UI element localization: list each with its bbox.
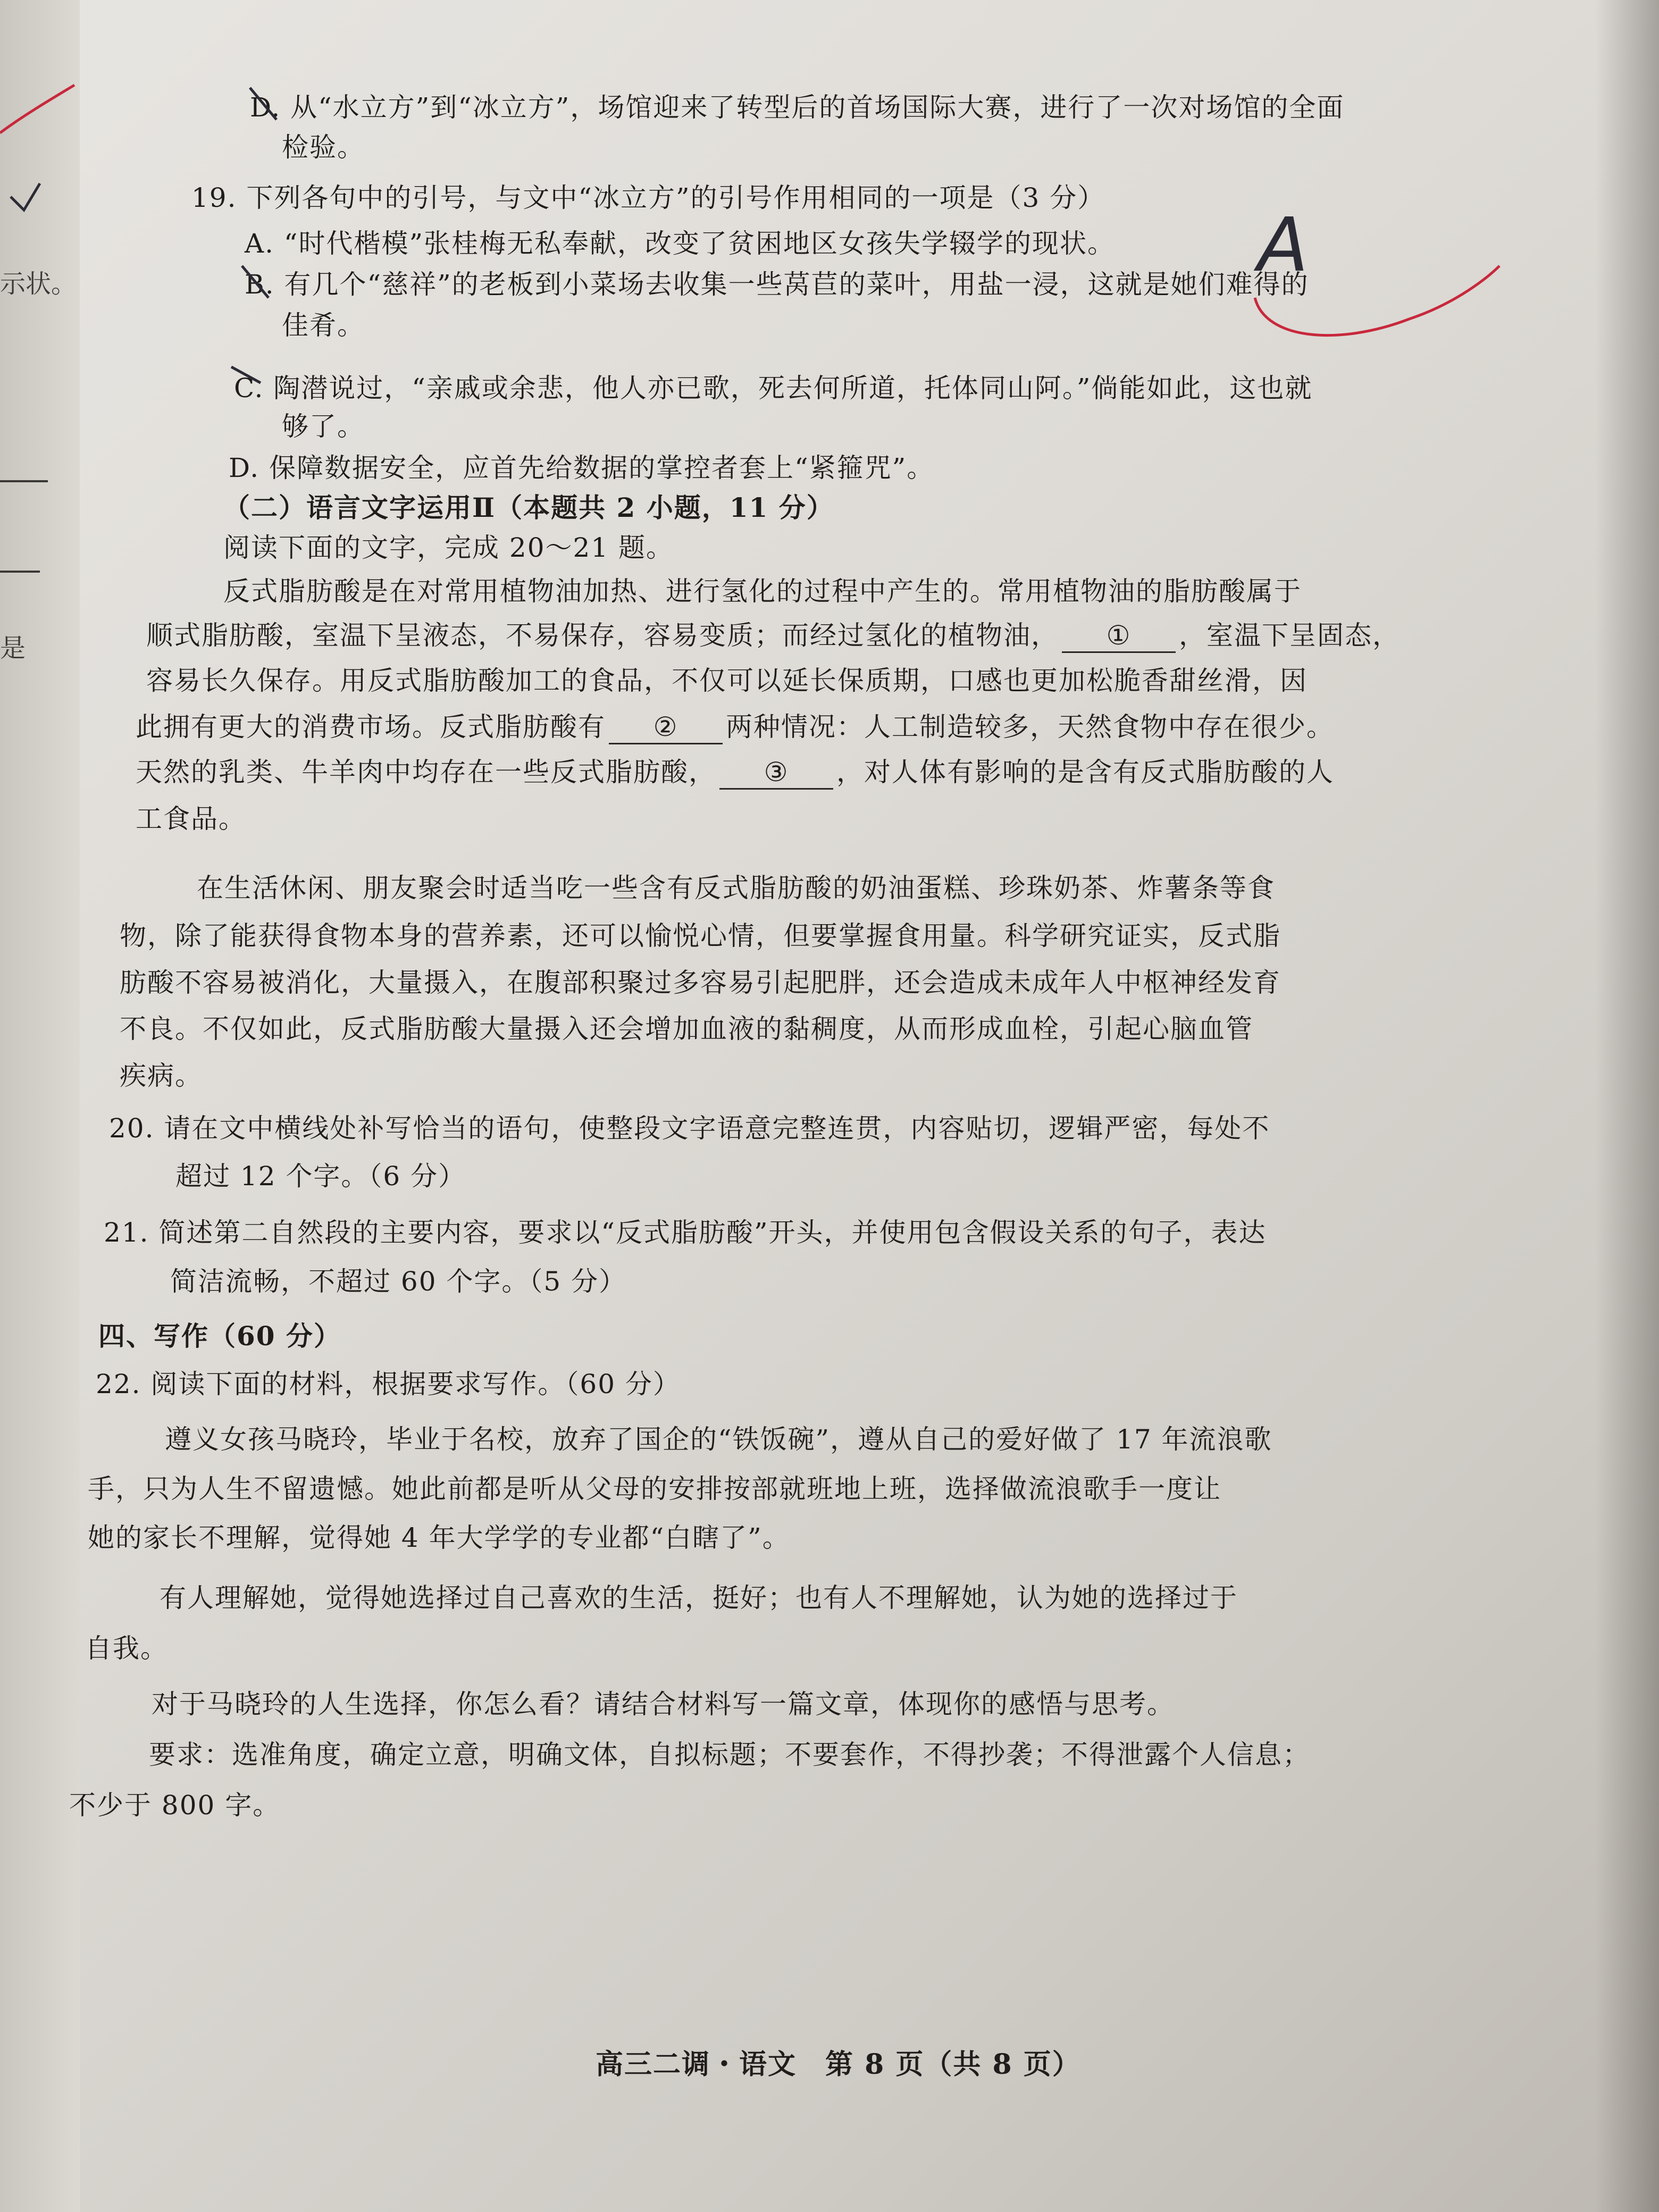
question-19-stem: 19. 下列各句中的引号，与文中“冰立方”的引号作用相同的一项是（3 分） (191, 182, 1105, 213)
question-19-option-b-line2: 佳肴。 (282, 310, 365, 341)
writing-requirements: 要求：选准角度，确定立意，明确文体，自拟标题；不要套作，不得抄袭；不得泄露个人信息； (149, 1739, 1310, 1770)
passage1-line2: 顺式脂肪酸，室温下呈液态，不易保存，容易变质；而经过氢化的植物油， ① ，室温下呈固态， (146, 619, 1400, 653)
margin-fragment-1: 示状。 (0, 269, 77, 299)
question-19-option-b-line1: B. 有几个“慈祥”的老板到小菜场去收集一些莴苣的菜叶，用盐一浸，这就是她们难得的 (245, 269, 1309, 300)
question-19-option-a: A. “时代楷模”张桂梅无私奉献，改变了贫困地区女孩失学辍学的现状。 (245, 228, 1116, 259)
question-21-line2: 简洁流畅，不超过 60 个字。（5 分） (170, 1266, 627, 1297)
material-line2: 手，只为人生不留遗憾。她此前都是听从父母的安排按部就班地上班，选择做流浪歌手一度让 (88, 1473, 1221, 1504)
handwritten-answer-mark: A (1258, 202, 1309, 289)
margin-fragment-2: 是 (0, 633, 26, 663)
blank-1[interactable]: ① (1062, 619, 1176, 653)
passage2-line3: 肪酸不容易被消化，大量摄入，在腹部积聚过多容易引起肥胖，还会造成未成年人中枢神经发育 (120, 967, 1281, 998)
passage2-line1: 在生活休闲、朋友聚会时适当吃一些含有反式脂肪酸的奶油蛋糕、珍珠奶茶、炸薯条等食 (197, 873, 1275, 903)
question-22-stem: 22. 阅读下面的材料，根据要求写作。（60 分） (96, 1369, 681, 1400)
blank-3[interactable]: ③ (719, 756, 833, 790)
q18-option-d-line1: D. 从“水立方”到“冰立方”，场馆迎来了转型后的首场国际大赛，进行了一次对场馆的全面 (250, 92, 1345, 123)
question-19-option-c-line2: 够了。 (282, 411, 365, 442)
question-19-option-d: D. 保障数据安全，应首先给数据的掌控者套上“紧箍咒”。 (229, 453, 935, 483)
q18-option-d-line2: 检验。 (282, 132, 365, 163)
page-footer: 高三二调・语文 第 8 页（共 8 页） (596, 2048, 1081, 2081)
material-line5: 自我。 (85, 1633, 168, 1664)
passage2-line2: 物，除了能获得食物本身的营养素，还可以愉悦心情，但要掌握食用量。科学研究证实，反式脂 (120, 920, 1281, 951)
question-19-option-c-line1: C. 陶潜说过，“亲戚或余悲，他人亦已歌，死去何所道，托体同山阿。”倘能如此，这也就 (234, 373, 1313, 404)
passage1-line5: 天然的乳类、牛羊肉中均存在一些反式脂肪酸， ③ ，对人体有影响的是含有反式脂肪酸的人 (136, 756, 1334, 790)
writing-word-count: 不少于 800 字。 (69, 1790, 281, 1821)
passage2-line4: 不良。不仅如此，反式脂肪酸大量摄入还会增加血液的黏稠度，从而形成血栓，引起心脑血管 (120, 1013, 1253, 1044)
material-line3: 她的家长不理解，觉得她 4 年大学学的专业都“白瞎了”。 (88, 1522, 790, 1553)
writing-prompt: 对于马晓玲的人生选择，你怎么看？请结合材料写一篇文章，体现你的感悟与思考。 (152, 1689, 1175, 1720)
passage1-line6: 工食品。 (136, 803, 246, 834)
question-20-line2: 超过 12 个字。（6 分） (175, 1161, 466, 1192)
right-edge-shadow (1595, 0, 1659, 2212)
blank-2[interactable]: ② (609, 711, 723, 744)
question-21-line1: 21. 简述第二自然段的主要内容，要求以“反式脂肪酸”开头，并使用包含假设关系的句子，表达 (104, 1217, 1267, 1248)
material-line4: 有人理解她，觉得她选择过自己喜欢的生活，挺好；也有人不理解她，认为她的选择过于 (160, 1582, 1238, 1613)
reading-instruction: 阅读下面的文字，完成 20～21 题。 (223, 532, 674, 563)
material-line1: 遵义女孩马晓玲，毕业于名校，放弃了国企的“铁饭碗”，遵从自己的爱好做了 17 年流浪歌 (165, 1424, 1272, 1455)
passage1-line1: 反式脂肪酸是在对常用植物油加热、进行氢化的过程中产生的。常用植物油的脂肪酸属于 (223, 576, 1302, 607)
passage1-line3: 容易长久保存。用反式脂肪酸加工的食品，不仅可以延长保质期，口感也更加松脆香甜丝滑，因 (146, 665, 1308, 696)
left-page-margin (0, 0, 80, 2212)
section-language-use-2-heading: （二）语言文字运用Ⅱ（本题共 2 小题，11 分） (223, 492, 834, 523)
passage2-line5: 疾病。 (120, 1060, 203, 1091)
writing-section-heading: 四、写作（60 分） (98, 1320, 341, 1352)
passage1-line4: 此拥有更大的消费市场。反式脂肪酸有 ② 两种情况：人工制造较多，天然食物中存在很少。 (136, 711, 1334, 744)
question-20-line1: 20. 请在文中横线处补写恰当的语句，使整段文字语意完整连贯，内容贴切，逻辑严密，每处不 (109, 1113, 1270, 1144)
